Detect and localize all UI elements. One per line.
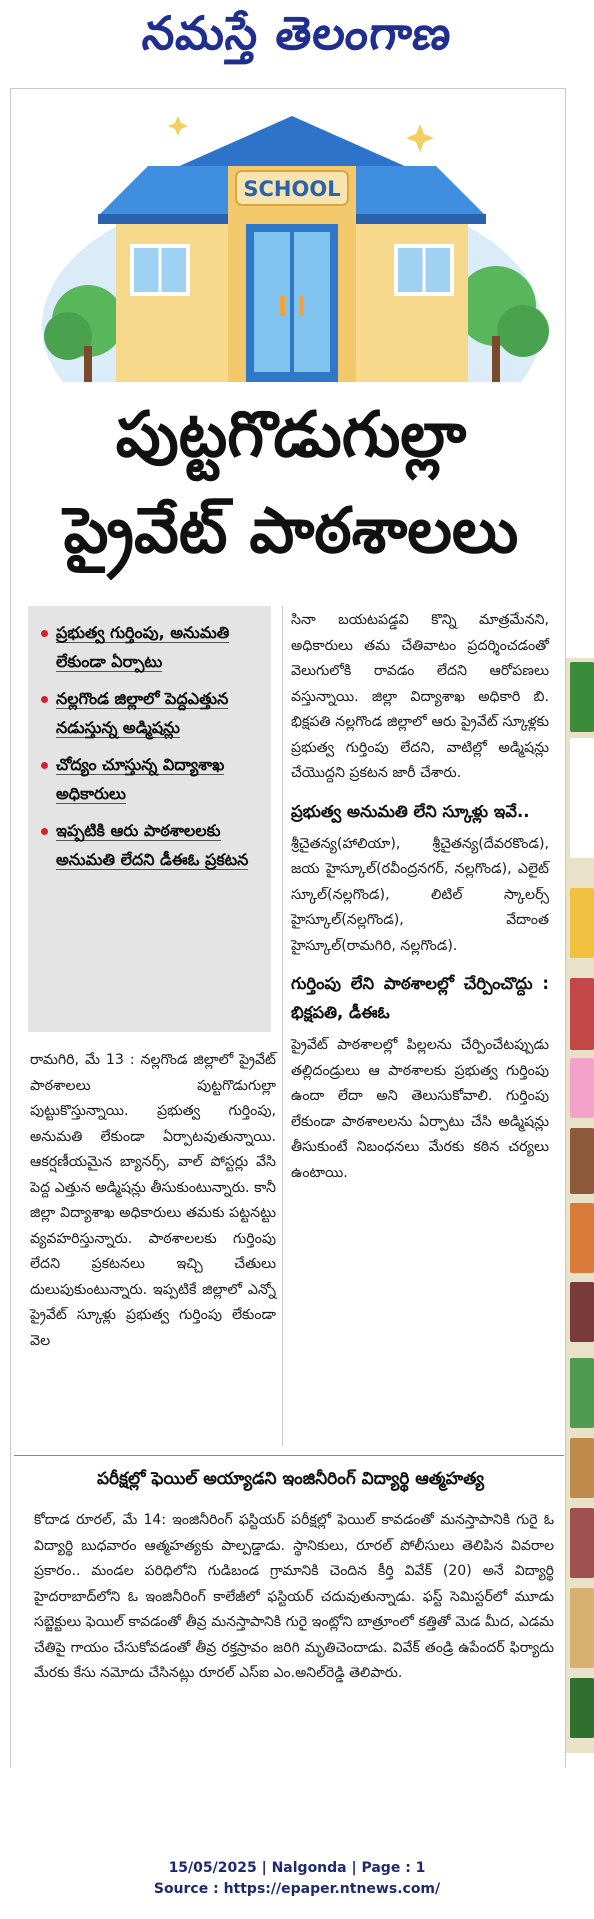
story2-title: పరీక్షల్లో ఫెయిల్ అయ్యాడని ఇంజినీరింగ్ విద్యార్థి ఆత్మహత్య xyxy=(96,1469,485,1489)
ad-block xyxy=(570,978,594,1050)
side-advertisement-strip xyxy=(566,658,594,1753)
ad-block xyxy=(570,888,594,958)
article-lead: రామగిరి, మే 13 : నల్లగొండ జిల్లాలో ప్రైవేట్ పాఠశాలలు పుట్టగొడుగుల్లా పుట్టుకొస్తున్నాయి. ప్రభుత్వ గుర్తింపు, అనుమతి లేకుండా ఏర్పాటవుతున్నాయి. ఆకర్షణీయమైన బ్యానర్స్, వాల్ పోస్టర్లు వేసి పెద్ద ఎత్తున అడ్మిషన్లు తీసుకుంటున్నారు. కానీ జిల్లా విద్యాశాఖ అధికారులు తమకు పట్టనట్టు వ్యవహరిస్తున్నారు. పాఠశాలలకు గుర్తింపు లేదని ప్రకటనలు ఇచ్చి చేతులు దులుపుకుంటున్నారు. ఇప్పటికే జిల్లాలో ఎన్నో ప్రైవేట్ స్కూళ్లు ప్రభుత్వ గుర్తింపు లేకుండా వెల xyxy=(30,1052,276,1349)
ad-block xyxy=(570,662,594,732)
ad-block xyxy=(570,1588,594,1668)
footer-source-link[interactable]: Source : https://epaper.ntnews.com/ xyxy=(153,1881,441,1897)
article-left-column xyxy=(30,1048,276,1354)
left-rule xyxy=(10,88,11,1768)
newspaper-title: నమస్తే తెలంగాణ xyxy=(140,6,456,60)
ad-block xyxy=(570,1203,594,1273)
headline-line-1: పుట్టగొడుగుల్లా xyxy=(115,398,467,471)
column-divider xyxy=(282,606,283,1446)
subhead-deo-statement: గుర్తింపు లేని పాఠశాలల్లో చేర్పించొద్దు : భిక్షపతి, డీఈఓ xyxy=(291,974,549,1022)
story-separator xyxy=(14,1455,564,1456)
school-illustration xyxy=(28,96,556,382)
headline-line-2: ప్రైవేట్ పాఠశాలలు xyxy=(63,494,519,567)
highlight-item: ప్రభుత్వ గుర్తింపు, అనుమతి లేకుండా ఏర్పాటు xyxy=(38,618,261,676)
footer-edition-info: 15/05/2025 | Nalgonda | Page : 1 xyxy=(168,1860,426,1876)
masthead xyxy=(0,0,594,85)
ad-block xyxy=(570,1508,594,1578)
ad-block xyxy=(570,738,594,858)
highlight-item: చోద్యం చూస్తున్న విద్యాశాఖ అధికారులు xyxy=(38,750,261,808)
story2-body: కోదాడ రూరల్, మే 14: ఇంజినీరింగ్ ఫస్టియర్ పరీక్షల్లో ఫెయిల్ కావడంతో మనస్తాపానికి గురై ఓ విద్యార్థి బుధవారం ఆత్మహత్యకు పాల్పడ్డాడు. స్థానికులు, రూరల్ పోలీసులు తెలిపిన వివరాల ప్రకారం.. మండల పరిధిలోని గుడిబండ గ్రామానికి చెందిన కీర్తి వివేక్ (20) అనే విద్యార్థి హైదరాబాద్‌లోని ఓ ఇంజినీరింగ్ కాలేజీలో ఫస్టియర్ చదువుతున్నాడు. ఫస్ట్ సెమిస్టర్‌లో మూడు సబ్జెక్టులు ఫెయిల్ కావడంతో తీవ్ర మనస్తాపానికి గురై ఇంట్లోని బాత్రూంలో కత్తితో మెడ మీద, ఎడమ చేతిపై గాయం చేసుకోవడంతో తీవ్ర రక్తస్రావం జరిగి మృతిచెందాడు. వివేక్ తండ్రి ఉపేందర్ ఫిర్యాదు మేరకు కేసు నమోదు చేసినట్లు రూరల్ ఎస్ఐ ఎం.అనిల్‌రెడ్డి తెలిపారు. xyxy=(34,1512,554,1681)
ad-block xyxy=(570,1358,594,1428)
school-sign: SCHOOL xyxy=(243,177,341,201)
article-closing: ప్రైవేట్ పాఠశాలల్లో పిల్లలను చేర్పించేటప్పుడు తల్లిదండ్రులు ఆ పాఠశాలకు ప్రభుత్వ గుర్తింపు ఉందా లేదా అని తెలుసుకోవాలి. గుర్తింపు లేకుండా పాఠశాలలను ఏర్పాటు చేసి అడ్మిషన్లు తీసుకుంటే నిబంధనలు మేరకు కఠిన చర్యలు ఉంటాయి. xyxy=(291,1037,549,1181)
highlight-item: ఇప్పటికి ఆరు పాఠశాలలకు అనుమతి లేదని డీఈఓ ప్రకటన xyxy=(38,816,261,874)
ad-block xyxy=(570,1678,594,1738)
schools-list: శ్రీచైతన్య(హాలియా), శ్రీచైతన్య(దేవరకొండ), జయ హైస్కూల్(రవీంద్రనగర్, నల్లగొండ), ఎలైట్ స్కూల్(నల్లగొండ), లిటిల్ స్కాలర్స్ హైస్కూల్(నల్లగొండ), వేదాంత హైస్కూల్(రామగిరి, నల్లగొండ). xyxy=(291,835,549,954)
subhead-unapproved-schools: ప్రభుత్వ అనుమతి లేని స్కూళ్లు ఇవే.. xyxy=(291,801,530,821)
ad-block xyxy=(570,1128,594,1194)
article-right-column xyxy=(291,608,549,1186)
ad-block xyxy=(570,1282,594,1342)
top-rule xyxy=(10,88,566,89)
article-intro: సినా బయటపడ్డవి కొన్ని మాత్రమేనని, అధికారులు తమ చేతివాటం ప్రదర్శించడంతో వెలుగులోకి రావడం లేదని ఆరోపణలు వస్తున్నాయి. జిల్లా విద్యాశాఖ అధికారి బి. భిక్షపతి నల్లగొండ జిల్లాలో ఆరు ప్రైవేట్ స్కూళ్లకు ప్రభుత్వ గుర్తింపు లేదని, వాటిల్లో అడ్మిషన్లు చేయొద్దని ప్రకటన జారీ చేశారు. xyxy=(291,612,549,781)
highlights-box xyxy=(28,606,271,1032)
highlight-item: నల్లగొండ జిల్లాలో పెద్దఎత్తున నడుస్తున్న అడ్మిషన్లు xyxy=(38,684,261,742)
ad-block xyxy=(570,1058,594,1118)
ad-block xyxy=(570,1438,594,1498)
